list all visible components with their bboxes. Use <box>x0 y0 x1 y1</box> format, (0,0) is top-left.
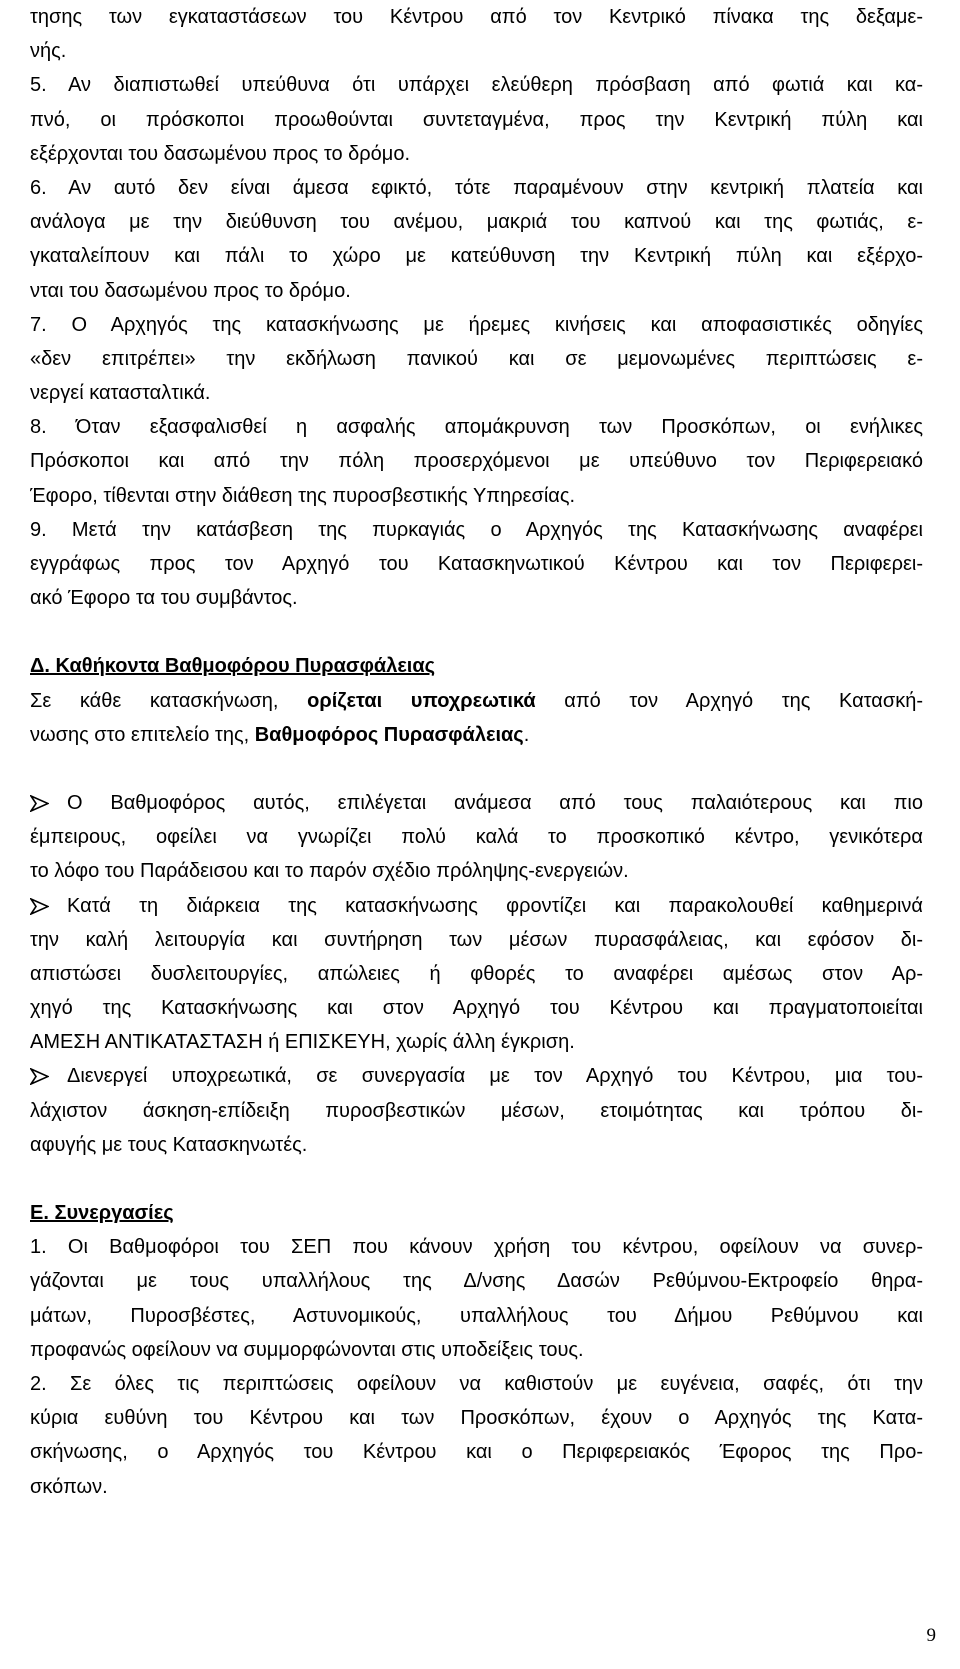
section-d-heading: Δ. Καθήκοντα Βαθμοφόρου Πυρασφάλειας <box>30 655 436 678</box>
text-line: έμπειρους, οφείλει να γνωρίζει πολύ καλά το προσκοπικό κέντρο, γενικότερα <box>30 826 923 849</box>
list-item <box>30 0 923 68</box>
text-line: λάχιστον άσκηση-επίδειξη πυροσβεστικών μέσων, ετοιμότητας και τρόπου δι- <box>30 1099 923 1122</box>
section-d-intro-line-2: νωσης στο επιτελείο της, Βαθμοφόρος Πυρασφάλειας. <box>30 723 530 746</box>
text-line: Διενεργεί υποχρεωτικά, σε συνεργασία με τον Αρχηγό του Κέντρου, μια του- <box>67 1065 923 1088</box>
text-line: προφανώς οφείλουν να συμμορφώνονται στις υποδείξεις τους. <box>30 1338 584 1361</box>
list-item <box>30 513 923 616</box>
text-line: 1. Οι Βαθμοφόροι του ΣΕΠ που κάνουν χρήση του κέντρου, οφείλουν να συνερ- <box>30 1236 923 1259</box>
list-item <box>30 308 923 411</box>
text-line: νται του δασωμένου προς το δρόμο. <box>30 279 351 302</box>
text-line: τησης των εγκαταστάσεων του Κέντρου από τον Κεντρικό πίνακα της δεξαμε- <box>30 6 923 28</box>
arrowhead-bullet-icon <box>30 1059 56 1093</box>
section-d-intro-line-1: Σε κάθε κατασκήνωση, ορίζεται υποχρεωτικά από τον Αρχηγό της Κατασκή- <box>30 689 923 712</box>
text-line: Κατά τη διάρκεια της κατασκήνωσης φροντίζει και παρακολουθεί καθημερινά <box>67 894 923 917</box>
section-e-heading: Ε. Συνεργασίες <box>30 1202 174 1224</box>
text-line: Έφορο, τίθενται στην διάθεση της πυροσβεστικής Υπηρεσίας. <box>30 484 576 507</box>
page-number: 9 <box>926 1625 936 1646</box>
text-line: το λόφο του Παράδεισου και το παρόν σχέδιο πρόληψης-ενεργειών. <box>30 860 629 883</box>
text-line: ανάλογα με την διεύθυνση του ανέμου, μακριά του καπνού και της φωτιάς, ε- <box>30 211 923 234</box>
numbered-list <box>30 0 923 615</box>
text-line: νεργεί κατασταλτικά. <box>30 382 211 405</box>
text-line: κύρια ευθύνη του Κέντρου και των Προσκόπων, έχουν ο Αρχηγός της Κατα- <box>30 1407 923 1430</box>
text-line: 6. Αν αυτό δεν είναι άμεσα εφικτό, τότε παραμένουν στην κεντρική πλατεία και <box>30 176 923 199</box>
text-line: ακό Έφορο τα του συμβάντος. <box>30 587 298 610</box>
text-line: την καλή λειτουργία και συντήρηση των μέσων πυρασφάλειας, και εφόσον δι- <box>30 928 923 951</box>
text-line: γκαταλείπουν και πάλι το χώρο με κατεύθυνση την Κεντρική πύλη και εξέρχο- <box>30 245 923 268</box>
text-line: 9. Μετά την κατάσβεση της πυρκαγιάς ο Αρχηγός της Κατασκήνωσης αναφέρει <box>30 518 923 541</box>
text-line: εγγράφως προς τον Αρχηγό του Κατασκηνωτικού Κέντρου και τον Περιφερει- <box>30 553 923 575</box>
list-item <box>30 1367 923 1504</box>
text-line: 2. Σε όλες τις περιπτώσεις οφείλουν να καθιστούν με ευγένεια, σαφές, ότι την <box>30 1372 923 1395</box>
text-line: Πρόσκοποι και από την πόλη προσερχόμενοι με υπεύθυνο τον Περιφερειακό <box>30 450 923 473</box>
bullet-list <box>30 786 923 1162</box>
bullet-item <box>30 1059 923 1162</box>
spacer <box>30 752 923 786</box>
arrowhead-bullet-icon <box>30 889 56 923</box>
numbered-list-e <box>30 1230 923 1504</box>
document-page <box>30 0 923 1504</box>
list-item <box>30 68 923 171</box>
list-item <box>30 171 923 308</box>
bullet-item <box>30 889 923 1060</box>
text-line: 8. Όταν εξασφαλισθεί η ασφαλής απομάκρυνση των Προσκόπων, οι ενήλικες <box>30 416 923 439</box>
text-line: απιστώσει δυσλειτουργίες, απώλειες ή φθορές το αναφέρει αμέσως στον Αρ- <box>30 962 923 985</box>
spacer <box>30 1162 923 1196</box>
text-line: σκόπων. <box>30 1475 108 1498</box>
text-line: μάτων, Πυροσβέστες, Αστυνομικούς, υπαλλήλους του Δήμου Ρεθύμνου και <box>30 1304 923 1327</box>
text-line: σκήνωσης, ο Αρχηγός του Κέντρου και ο Περιφερειακός Έφορος της Προ- <box>30 1441 923 1464</box>
text-line: χηγό της Κατασκήνωσης και στον Αρχηγό του Κέντρου και πραγματοποιείται <box>30 997 923 1020</box>
spacer <box>30 615 923 649</box>
text-line: γάζονται με τους υπαλλήλους της Δ/νσης Δασών Ρεθύμνου-Εκτροφείο θηρα- <box>30 1270 923 1293</box>
text-line: νής. <box>30 40 67 63</box>
list-item <box>30 1230 923 1367</box>
bullet-item <box>30 786 923 889</box>
text-line: εξέρχονται του δασωμένου προς το δρόμο. <box>30 142 410 165</box>
text-line: Ο Βαθμοφόρος αυτός, επιλέγεται ανάμεσα από τους παλαιότερους και πιο <box>67 791 923 814</box>
text-line: αφυγής με τους Κατασκηνωτές. <box>30 1133 308 1156</box>
text-line: 7. Ο Αρχηγός της κατασκήνωσης με ήρεμες κινήσεις και αποφασιστικές οδηγίες <box>30 313 923 336</box>
arrowhead-bullet-icon <box>30 786 56 820</box>
text-line: 5. Αν διαπιστωθεί υπεύθυνα ότι υπάρχει ελεύθερη πρόσβαση από φωτιά και κα- <box>30 74 923 97</box>
text-line: πνό, οι πρόσκοποι προωθούνται συντεταγμένα, προς την Κεντρική πύλη και <box>30 108 923 131</box>
text-line: «δεν επιτρέπει» την εκδήλωση πανικού και σε μεμονωμένες περιπτώσεις ε- <box>30 347 923 370</box>
text-line: ΑΜΕΣΗ ΑΝΤΙΚΑΤΑΣΤΑΣΗ ή ΕΠΙΣΚΕΥΗ, χωρίς άλλη έγκριση. <box>30 1031 575 1054</box>
list-item <box>30 410 923 513</box>
